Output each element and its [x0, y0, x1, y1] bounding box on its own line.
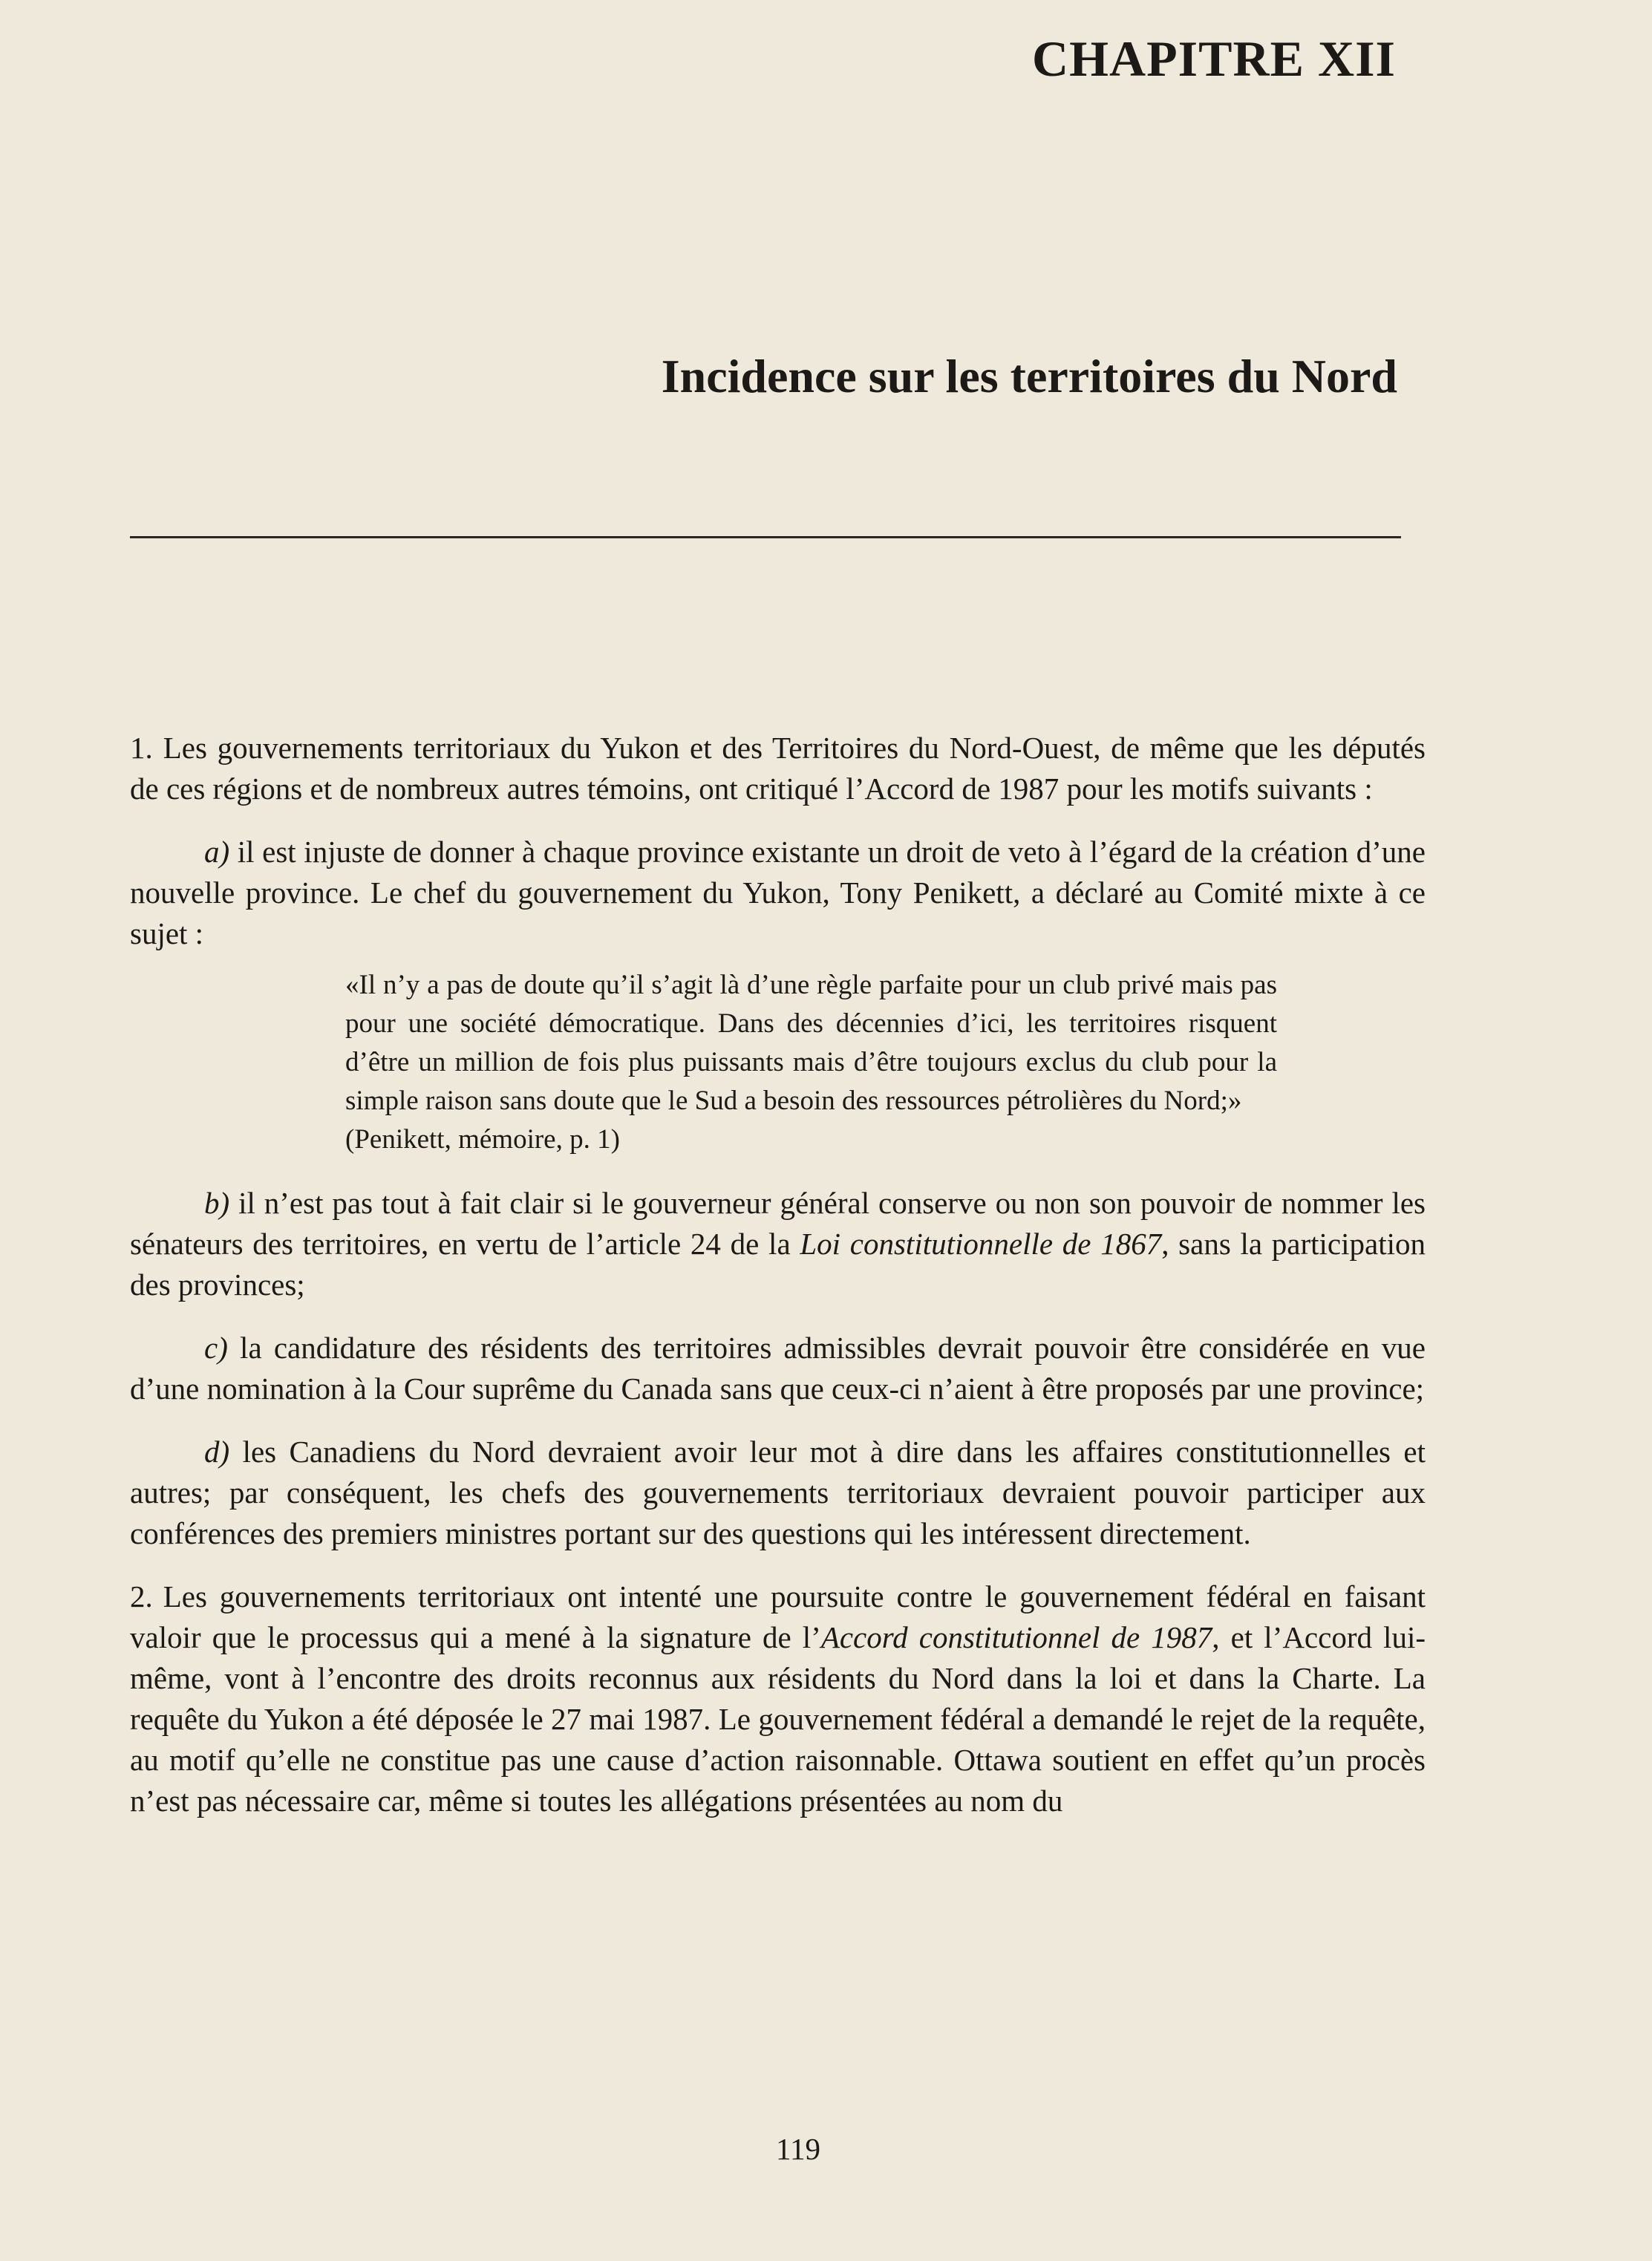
item-a: [130, 832, 1426, 954]
item-text: les Canadiens du Nord devraient avoir leur mot à dire dans les affaires constitutionnelles et autres; par conséquent, les chefs des gouvernements territoriaux devraient pouvoir participer aux conférences des premiers ministres portant sur des questions qui les intéressent directement.: [130, 1435, 1426, 1550]
body-text: [130, 728, 1426, 1844]
paragraph-2: [130, 1576, 1426, 1821]
quote-source: (Penikett, mémoire, p. 1): [345, 1124, 620, 1155]
item-text-end: , sans la participation des provinces;: [130, 1227, 1426, 1302]
item-letter: a): [204, 835, 230, 869]
item-text: la candidature des résidents des territoires admissibles devrait pouvoir être considérée en vue d’une nomination à la Cour suprême du Canada sans que ceux-ci n’aient à être proposés par une province;: [130, 1331, 1426, 1406]
page-number: 119: [776, 2132, 820, 2166]
paragraph-1: [130, 728, 1426, 809]
chapter-label: CHAPITRE XII: [1032, 30, 1396, 87]
block-quote: [345, 966, 1277, 1159]
item-b: [130, 1183, 1426, 1305]
item-letter: d): [204, 1435, 230, 1469]
law-title: Loi constitutionnelle de 1867: [800, 1227, 1162, 1261]
item-text: il n’est pas tout à fait clair si le gouverneur général conserve ou non son pouvoir de nommer les sénateurs des territoires, en vertu de l’article 24 de la: [130, 1186, 1426, 1261]
paragraph-number: 2.: [130, 1579, 153, 1614]
item-d: [130, 1432, 1426, 1554]
chapter-title: Incidence sur les territoires du Nord: [661, 350, 1397, 402]
item-letter: b): [204, 1186, 230, 1220]
title-divider: [130, 536, 1401, 538]
item-letter: c): [204, 1331, 228, 1365]
accord-title: Accord constitutionnel de 1987: [820, 1620, 1212, 1654]
item-c: [130, 1328, 1426, 1409]
paragraph-text-end: , et l’Accord lui-même, vont à l’encontre des droits reconnus aux résidents du Nord dans la loi et dans la Charte. La requête du Yukon a été déposée le 27 mai 1987. Le gouvernement fédéral a demandé le rejet de la requête, au motif qu’elle ne constitue pas une cause d’action raisonnable. Ottawa soutient en effet qu’un procès n’est pas nécessaire car, même si toutes les allégations présentées au nom du: [130, 1620, 1426, 1818]
paragraph-number: 1.: [130, 731, 153, 765]
item-text: il est injuste de donner à chaque province existante un droit de veto à l’égard de la création d’une nouvelle province. Le chef du gouvernement du Yukon, Tony Penikett, a déclaré au Comité mixte à ce sujet :: [130, 835, 1426, 950]
paragraph-text: Les gouvernements territoriaux ont intenté une poursuite contre le gouvernement fédéral en faisant valoir que le processus qui a mené à la signature de l’: [130, 1579, 1426, 1654]
paragraph-text: Les gouvernements territoriaux du Yukon et des Territoires du Nord-Ouest, de même que les députés de ces régions et de nombreux autres témoins, ont critiqué l’Accord de 1987 pour les motifs suivants :: [130, 731, 1426, 806]
quote-text: «Il n’y a pas de doute qu’il s’agit là d’une règle parfaite pour un club privé mais pas pour une société démocratique. Dans des décennies d’ici, les territoires risquent d’être un million de fois plus puissants mais d’être toujours exclus du club pour la simple raison sans doute que le Sud a besoin des ressources pétrolières du Nord;»: [345, 970, 1277, 1116]
